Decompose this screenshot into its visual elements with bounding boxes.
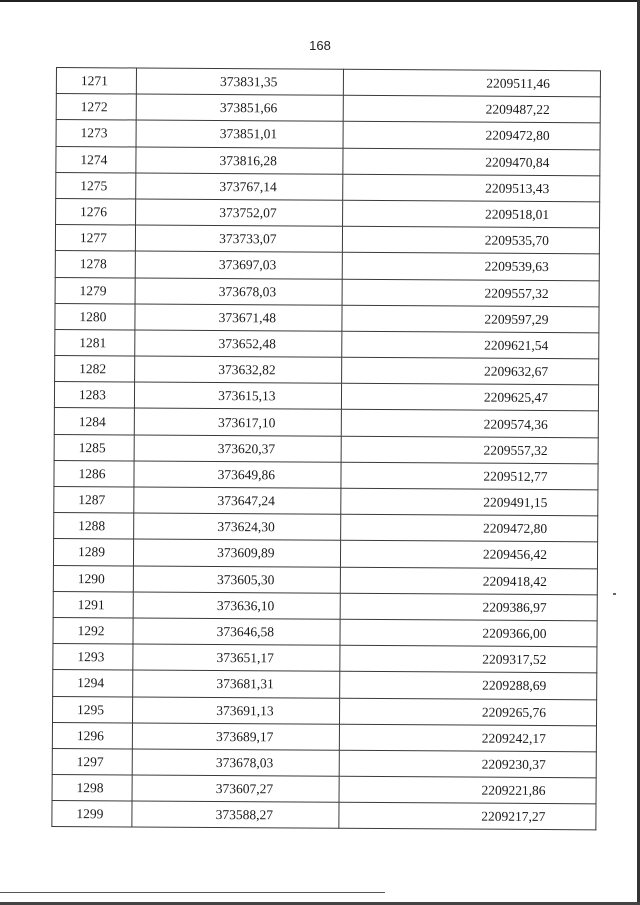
table-row	[55, 225, 599, 255]
y-coordinate-cell: 2209518,01	[342, 200, 599, 228]
x-coordinate-cell: 373624,30	[134, 513, 341, 540]
point-number-cell: 1295	[52, 696, 132, 723]
y-coordinate-cell: 2209265,76	[339, 698, 596, 726]
x-coordinate-cell: 373689,17	[132, 723, 339, 750]
x-coordinate-cell: 373733,07	[135, 225, 342, 252]
y-coordinate-cell: 2209539,63	[342, 253, 599, 281]
y-coordinate-cell: 2209491,15	[341, 488, 598, 516]
point-number-cell: 1283	[54, 382, 134, 409]
y-coordinate-cell: 2209317,52	[340, 645, 597, 673]
table-row	[55, 251, 599, 281]
table-row	[54, 513, 598, 543]
point-number-cell: 1286	[54, 460, 134, 487]
x-coordinate-cell: 373678,03	[132, 749, 339, 776]
point-number-cell: 1281	[55, 329, 135, 356]
y-coordinate-cell: 2209472,80	[340, 514, 597, 542]
x-coordinate-cell: 373651,17	[133, 644, 340, 671]
page-border-top	[0, 0, 640, 2]
y-coordinate-cell: 2209217,27	[339, 802, 596, 830]
table-row	[55, 303, 599, 333]
table-row	[53, 644, 597, 674]
point-number-cell: 1299	[52, 801, 132, 828]
y-coordinate-cell: 2209242,17	[339, 724, 596, 752]
y-coordinate-cell: 2209557,32	[342, 279, 599, 307]
table-row	[53, 617, 597, 647]
point-number-cell: 1296	[52, 722, 132, 749]
table-row	[53, 591, 597, 621]
x-coordinate-cell: 373617,10	[134, 408, 341, 435]
table-row	[53, 539, 597, 569]
coordinates-table-body	[52, 68, 601, 831]
point-number-cell: 1289	[53, 539, 133, 566]
point-number-cell: 1292	[53, 617, 133, 644]
point-number-cell: 1293	[53, 644, 133, 671]
point-number-cell: 1279	[55, 277, 135, 304]
y-coordinate-cell: 2209511,46	[343, 69, 600, 97]
x-coordinate-cell: 373697,03	[135, 251, 342, 278]
table-row	[56, 146, 600, 176]
y-coordinate-cell: 2209470,84	[343, 148, 600, 176]
table-row	[52, 722, 596, 752]
x-coordinate-cell: 373678,03	[135, 277, 342, 304]
y-coordinate-cell: 2209221,86	[339, 776, 596, 804]
x-coordinate-cell: 373752,07	[135, 199, 342, 226]
point-number-cell: 1278	[55, 251, 135, 278]
table-row	[56, 172, 600, 202]
point-number-cell: 1288	[54, 513, 134, 540]
table-row	[52, 748, 596, 778]
table-row	[54, 434, 598, 464]
x-coordinate-cell: 373615,13	[134, 382, 341, 409]
coordinates-table	[51, 67, 601, 831]
point-number-cell: 1282	[55, 356, 135, 383]
y-coordinate-cell: 2209230,37	[339, 750, 596, 778]
x-coordinate-cell: 373646,58	[133, 618, 340, 645]
y-coordinate-cell: 2209418,42	[340, 567, 597, 595]
y-coordinate-cell: 2209621,54	[342, 331, 599, 359]
x-coordinate-cell: 373681,31	[133, 670, 340, 697]
x-coordinate-cell: 373851,01	[136, 120, 343, 147]
bottom-rule	[0, 892, 385, 893]
x-coordinate-cell: 373607,27	[132, 775, 339, 802]
x-coordinate-cell: 373831,35	[136, 68, 343, 95]
y-coordinate-cell: 2209574,36	[341, 410, 598, 438]
table-row	[54, 382, 598, 412]
point-number-cell: 1271	[56, 68, 136, 95]
y-coordinate-cell: 2209512,77	[341, 462, 598, 490]
table-row	[56, 120, 600, 150]
x-coordinate-cell: 373647,24	[134, 487, 341, 514]
table-row	[54, 408, 598, 438]
table-row	[52, 696, 596, 726]
point-number-cell: 1290	[53, 565, 133, 592]
point-number-cell: 1291	[53, 591, 133, 618]
y-coordinate-cell: 2209597,29	[342, 305, 599, 333]
point-number-cell: 1298	[52, 775, 132, 802]
table-row	[52, 801, 596, 831]
point-number-cell: 1273	[56, 120, 136, 147]
y-coordinate-cell: 2209288,69	[339, 672, 596, 700]
table-row	[55, 356, 599, 386]
table-row	[55, 277, 599, 307]
y-coordinate-cell: 2209632,67	[341, 357, 598, 385]
x-coordinate-cell: 373609,89	[133, 539, 340, 566]
table-row	[53, 670, 597, 700]
x-coordinate-cell: 373636,10	[133, 592, 340, 619]
table-row	[55, 329, 599, 359]
x-coordinate-cell: 373691,13	[132, 696, 339, 723]
point-number-cell: 1272	[56, 94, 136, 121]
page-number: 168	[309, 38, 331, 53]
table-row	[56, 198, 600, 228]
y-coordinate-cell: 2209625,47	[341, 383, 598, 411]
x-coordinate-cell: 373767,14	[136, 173, 343, 200]
point-number-cell: 1277	[55, 225, 135, 252]
table-row	[56, 94, 600, 124]
point-number-cell: 1285	[54, 434, 134, 461]
x-coordinate-cell: 373632,82	[134, 356, 341, 383]
point-number-cell: 1294	[53, 670, 133, 697]
point-number-cell: 1280	[55, 303, 135, 330]
x-coordinate-cell: 373816,28	[136, 147, 343, 174]
point-number-cell: 1284	[54, 408, 134, 435]
x-coordinate-cell: 373652,48	[135, 330, 342, 357]
x-coordinate-cell: 373649,86	[134, 461, 341, 488]
x-coordinate-cell: 373671,48	[135, 304, 342, 331]
table-row	[54, 486, 598, 516]
point-number-cell: 1276	[56, 198, 136, 225]
point-number-cell: 1287	[54, 486, 134, 513]
table-row	[52, 775, 596, 805]
x-coordinate-cell: 373620,37	[134, 435, 341, 462]
point-number-cell: 1274	[56, 146, 136, 173]
y-coordinate-cell: 2209513,43	[342, 174, 599, 202]
y-coordinate-cell: 2209366,00	[340, 619, 597, 647]
y-coordinate-cell: 2209487,22	[343, 95, 600, 123]
point-number-cell: 1275	[56, 172, 136, 199]
y-coordinate-cell: 2209456,42	[340, 541, 597, 569]
x-coordinate-cell: 373851,66	[136, 94, 343, 121]
point-number-cell: 1297	[52, 748, 132, 775]
scan-speck	[613, 593, 616, 595]
y-coordinate-cell: 2209557,32	[341, 436, 598, 464]
table-row	[54, 460, 598, 490]
x-coordinate-cell: 373588,27	[132, 801, 339, 828]
y-coordinate-cell: 2209386,97	[340, 593, 597, 621]
table-row	[53, 565, 597, 595]
y-coordinate-cell: 2209535,70	[342, 226, 599, 254]
table-row	[56, 68, 600, 98]
y-coordinate-cell: 2209472,80	[343, 122, 600, 150]
x-coordinate-cell: 373605,30	[133, 566, 340, 593]
